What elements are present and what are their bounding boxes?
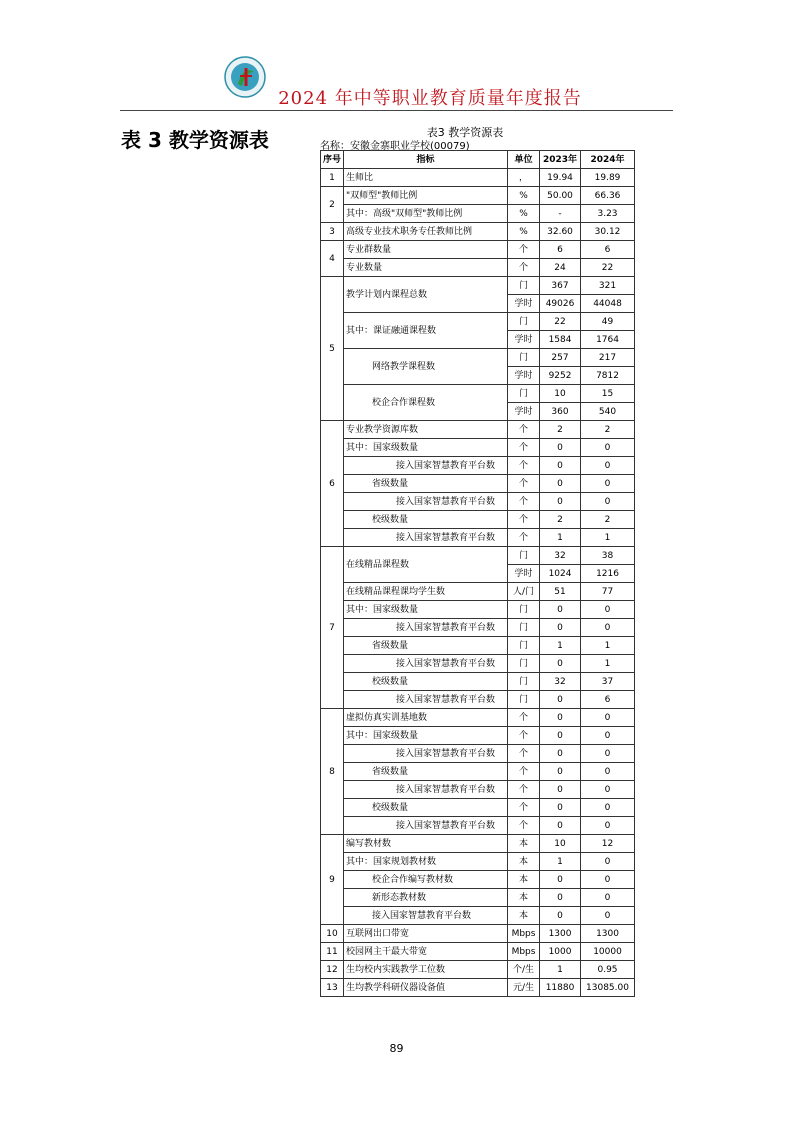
table-row xyxy=(321,691,635,709)
table-row xyxy=(321,223,635,241)
value-2023-cell: 0 xyxy=(540,745,581,763)
table-row xyxy=(321,529,635,547)
value-2023-cell: 19.94 xyxy=(540,169,581,187)
value-2024-cell: 1 xyxy=(581,637,635,655)
value-2024-cell: 66.36 xyxy=(581,187,635,205)
value-2023-cell: 24 xyxy=(540,259,581,277)
indicator-cell: 校企合作课程数 xyxy=(344,385,508,421)
table-row xyxy=(321,187,635,205)
value-2024-cell: 0 xyxy=(581,727,635,745)
table-row xyxy=(321,583,635,601)
unit-cell: 个 xyxy=(508,511,540,529)
row-number-cell: 8 xyxy=(321,709,344,835)
value-2023-cell: 1 xyxy=(540,529,581,547)
indicator-cell: 校园网主干最大带宽 xyxy=(344,943,508,961)
value-2023-cell: 0 xyxy=(540,799,581,817)
table-row xyxy=(321,511,635,529)
unit-cell: 门 xyxy=(508,349,540,367)
value-2024-cell: 1 xyxy=(581,655,635,673)
value-2023-cell: 0 xyxy=(540,907,581,925)
value-2024-cell: 0 xyxy=(581,619,635,637)
indicator-cell: 教学计划内课程总数 xyxy=(344,277,508,313)
unit-cell: 本 xyxy=(508,889,540,907)
unit-cell: 个 xyxy=(508,439,540,457)
indicator-cell: 校级数量 xyxy=(344,673,508,691)
table-body xyxy=(321,169,635,997)
value-2024-cell: 0 xyxy=(581,601,635,619)
unit-cell: 本 xyxy=(508,871,540,889)
value-2023-cell: 0 xyxy=(540,691,581,709)
unit-cell: 个 xyxy=(508,475,540,493)
table-row xyxy=(321,241,635,259)
value-2024-cell: 10000 xyxy=(581,943,635,961)
indicator-cell: 校企合作编写教材数 xyxy=(344,871,508,889)
value-2024-cell: 2 xyxy=(581,421,635,439)
value-2024-cell: 0 xyxy=(581,889,635,907)
header-cell-2024: 2024年 xyxy=(581,151,635,169)
table-row xyxy=(321,799,635,817)
page-number: 89 xyxy=(389,1042,404,1055)
value-2023-cell: 1584 xyxy=(540,331,581,349)
unit-cell: 门 xyxy=(508,277,540,295)
table-row xyxy=(321,745,635,763)
value-2023-cell: 9252 xyxy=(540,367,581,385)
indicator-cell: 接入国家智慧教育平台数 xyxy=(344,817,508,835)
indicator-cell: 在线精品课程课均学生数 xyxy=(344,583,508,601)
value-2023-cell: 10 xyxy=(540,835,581,853)
value-2023-cell: 1 xyxy=(540,853,581,871)
table-row xyxy=(321,817,635,835)
value-2024-cell: 0 xyxy=(581,457,635,475)
indicator-cell: 网络教学课程数 xyxy=(344,349,508,385)
table-row xyxy=(321,439,635,457)
unit-cell: 个/生 xyxy=(508,961,540,979)
row-number-cell: 7 xyxy=(321,547,344,709)
value-2024-cell: 7812 xyxy=(581,367,635,385)
row-number-cell: 1 xyxy=(321,169,344,187)
row-number-cell: 2 xyxy=(321,187,344,223)
value-2023-cell: 0 xyxy=(540,781,581,799)
unit-cell: 学时 xyxy=(508,367,540,385)
unit-cell: % xyxy=(508,205,540,223)
unit-cell: 个 xyxy=(508,799,540,817)
table-row xyxy=(321,961,635,979)
value-2023-cell: 0 xyxy=(540,889,581,907)
unit-cell: 个 xyxy=(508,727,540,745)
value-2023-cell: 0 xyxy=(540,457,581,475)
table-row xyxy=(321,835,635,853)
teaching-resources-table xyxy=(320,150,635,997)
value-2024-cell: 0 xyxy=(581,907,635,925)
indicator-cell: 专业群数量 xyxy=(344,241,508,259)
indicator-cell: 生师比 xyxy=(344,169,508,187)
value-2024-cell: 0 xyxy=(581,799,635,817)
report-header-title: 2024 年中等职业教育质量年度报告 xyxy=(278,88,582,109)
value-2023-cell: 6 xyxy=(540,241,581,259)
value-2024-cell: 1216 xyxy=(581,565,635,583)
value-2024-cell: 38 xyxy=(581,547,635,565)
value-2024-cell: 217 xyxy=(581,349,635,367)
value-2024-cell: 37 xyxy=(581,673,635,691)
indicator-cell: 校级数量 xyxy=(344,799,508,817)
indicator-cell: 其中：国家规划教材数 xyxy=(344,853,508,871)
value-2023-cell: 32 xyxy=(540,673,581,691)
value-2024-cell: 1300 xyxy=(581,925,635,943)
indicator-cell: 省级数量 xyxy=(344,637,508,655)
value-2024-cell: 19.89 xyxy=(581,169,635,187)
table-row xyxy=(321,601,635,619)
unit-cell: 门 xyxy=(508,313,540,331)
table-row xyxy=(321,709,635,727)
header-cell-2023: 2023年 xyxy=(540,151,581,169)
value-2024-cell: 321 xyxy=(581,277,635,295)
row-number-cell: 10 xyxy=(321,925,344,943)
value-2023-cell: 50.00 xyxy=(540,187,581,205)
value-2024-cell: 1764 xyxy=(581,331,635,349)
unit-cell: 本 xyxy=(508,835,540,853)
value-2024-cell: 0 xyxy=(581,493,635,511)
indicator-cell: 生均校内实践教学工位数 xyxy=(344,961,508,979)
header-cell-indicator: 指标 xyxy=(344,151,508,169)
indicator-cell: 编写教材数 xyxy=(344,835,508,853)
unit-cell: 个 xyxy=(508,763,540,781)
value-2024-cell: 0 xyxy=(581,475,635,493)
value-2023-cell: 2 xyxy=(540,421,581,439)
value-2024-cell: 2 xyxy=(581,511,635,529)
value-2024-cell: 0 xyxy=(581,871,635,889)
school-name: 名称：安徽金寨职业学校(00079) xyxy=(320,141,470,152)
value-2024-cell: 540 xyxy=(581,403,635,421)
value-2023-cell: 22 xyxy=(540,313,581,331)
indicator-cell: "双师型"教师比例 xyxy=(344,187,508,205)
value-2023-cell: 0 xyxy=(540,493,581,511)
indicator-cell: 专业数量 xyxy=(344,259,508,277)
row-number-cell: 3 xyxy=(321,223,344,241)
value-2023-cell: 10 xyxy=(540,385,581,403)
indicator-cell: 其中：高级"双师型"教师比例 xyxy=(344,205,508,223)
indicator-cell: 校级数量 xyxy=(344,511,508,529)
unit-cell: 元/生 xyxy=(508,979,540,997)
value-2023-cell: 360 xyxy=(540,403,581,421)
indicator-cell: 专业教学资源库数 xyxy=(344,421,508,439)
value-2024-cell: 0 xyxy=(581,709,635,727)
unit-cell: 人/门 xyxy=(508,583,540,601)
table-row xyxy=(321,673,635,691)
table-row xyxy=(321,925,635,943)
value-2024-cell: 22 xyxy=(581,259,635,277)
indicator-cell: 新形态教材数 xyxy=(344,889,508,907)
unit-cell: 门 xyxy=(508,385,540,403)
value-2023-cell: 0 xyxy=(540,619,581,637)
indicator-cell: 高级专业技术职务专任教师比例 xyxy=(344,223,508,241)
unit-cell: 门 xyxy=(508,619,540,637)
unit-cell: % xyxy=(508,223,540,241)
table-row xyxy=(321,781,635,799)
indicator-cell: 接入国家智慧教育平台数 xyxy=(344,781,508,799)
value-2023-cell: 0 xyxy=(540,763,581,781)
indicator-cell: 接入国家智慧教育平台数 xyxy=(344,691,508,709)
row-number-cell: 9 xyxy=(321,835,344,925)
value-2023-cell: 0 xyxy=(540,727,581,745)
indicator-cell: 接入国家智慧教育平台数 xyxy=(344,907,508,925)
value-2023-cell: 0 xyxy=(540,817,581,835)
table-row xyxy=(321,655,635,673)
table-row xyxy=(321,169,635,187)
value-2023-cell: 257 xyxy=(540,349,581,367)
value-2023-cell: 49026 xyxy=(540,295,581,313)
unit-cell: 个 xyxy=(508,421,540,439)
indicator-cell: 接入国家智慧教育平台数 xyxy=(344,493,508,511)
indicator-cell: 省级数量 xyxy=(344,763,508,781)
unit-cell: 个 xyxy=(508,709,540,727)
table-header-row xyxy=(321,151,635,169)
table-row xyxy=(321,979,635,997)
table-row xyxy=(321,313,635,331)
header-divider xyxy=(120,110,673,111)
table-row xyxy=(321,493,635,511)
value-2024-cell: 1 xyxy=(581,529,635,547)
value-2023-cell: 1 xyxy=(540,961,581,979)
table-row xyxy=(321,637,635,655)
table-row xyxy=(321,907,635,925)
value-2024-cell: 0 xyxy=(581,853,635,871)
value-2024-cell: 30.12 xyxy=(581,223,635,241)
table-row xyxy=(321,727,635,745)
indicator-cell: 接入国家智慧教育平台数 xyxy=(344,655,508,673)
value-2023-cell: 0 xyxy=(540,475,581,493)
row-number-cell: 12 xyxy=(321,961,344,979)
value-2024-cell: 49 xyxy=(581,313,635,331)
unit-cell: Mbps xyxy=(508,943,540,961)
indicator-cell: 互联网出口带宽 xyxy=(344,925,508,943)
indicator-cell: 其中：国家级数量 xyxy=(344,439,508,457)
unit-cell: 门 xyxy=(508,637,540,655)
table-row xyxy=(321,547,635,565)
indicator-cell: 省级数量 xyxy=(344,475,508,493)
indicator-cell: 其中：课证融通课程数 xyxy=(344,313,508,349)
value-2023-cell: 2 xyxy=(540,511,581,529)
row-number-cell: 13 xyxy=(321,979,344,997)
row-number-cell: 4 xyxy=(321,241,344,277)
table-row xyxy=(321,457,635,475)
unit-cell: 学时 xyxy=(508,403,540,421)
table-row xyxy=(321,619,635,637)
value-2023-cell: 0 xyxy=(540,871,581,889)
unit-cell: 个 xyxy=(508,529,540,547)
value-2023-cell: 51 xyxy=(540,583,581,601)
table-row xyxy=(321,943,635,961)
table-row xyxy=(321,421,635,439)
indicator-cell: 在线精品课程数 xyxy=(344,547,508,583)
table-row xyxy=(321,259,635,277)
unit-cell: 门 xyxy=(508,655,540,673)
indicator-cell: 接入国家智慧教育平台数 xyxy=(344,745,508,763)
value-2023-cell: 1024 xyxy=(540,565,581,583)
table-row xyxy=(321,349,635,367)
value-2023-cell: 1300 xyxy=(540,925,581,943)
unit-cell: 学时 xyxy=(508,295,540,313)
table-row xyxy=(321,763,635,781)
value-2024-cell: 6 xyxy=(581,691,635,709)
row-number-cell: 5 xyxy=(321,277,344,421)
unit-cell: 门 xyxy=(508,673,540,691)
indicator-cell: 接入国家智慧教育平台数 xyxy=(344,529,508,547)
value-2024-cell: 15 xyxy=(581,385,635,403)
value-2023-cell: 0 xyxy=(540,439,581,457)
value-2024-cell: 0 xyxy=(581,781,635,799)
value-2024-cell: 0 xyxy=(581,817,635,835)
table-caption: 表3 教学资源表 xyxy=(426,126,504,139)
indicator-cell: 接入国家智慧教育平台数 xyxy=(344,619,508,637)
unit-cell: 个 xyxy=(508,241,540,259)
unit-cell: 学时 xyxy=(508,565,540,583)
value-2023-cell: 0 xyxy=(540,601,581,619)
value-2023-cell: 0 xyxy=(540,655,581,673)
value-2024-cell: 77 xyxy=(581,583,635,601)
value-2024-cell: 13085.00 xyxy=(581,979,635,997)
table-row xyxy=(321,871,635,889)
table-row xyxy=(321,475,635,493)
value-2023-cell: 32 xyxy=(540,547,581,565)
value-2023-cell: 32.60 xyxy=(540,223,581,241)
table-row xyxy=(321,277,635,295)
header-cell-no: 序号 xyxy=(321,151,344,169)
indicator-cell: 其中：国家级数量 xyxy=(344,601,508,619)
unit-cell: 个 xyxy=(508,745,540,763)
value-2024-cell: 0 xyxy=(581,439,635,457)
indicator-cell: 接入国家智慧教育平台数 xyxy=(344,457,508,475)
header-cell-unit: 单位 xyxy=(508,151,540,169)
unit-cell: % xyxy=(508,187,540,205)
row-number-cell: 11 xyxy=(321,943,344,961)
unit-cell: 本 xyxy=(508,853,540,871)
table-row xyxy=(321,205,635,223)
value-2024-cell: 6 xyxy=(581,241,635,259)
unit-cell: 个 xyxy=(508,259,540,277)
indicator-cell: 生均教学科研仪器设备值 xyxy=(344,979,508,997)
value-2024-cell: 0 xyxy=(581,745,635,763)
unit-cell: 门 xyxy=(508,691,540,709)
teaching-resources-table-wrap xyxy=(320,150,635,997)
table-row xyxy=(321,385,635,403)
value-2023-cell: - xyxy=(540,205,581,223)
unit-cell: 个 xyxy=(508,457,540,475)
value-2024-cell: 12 xyxy=(581,835,635,853)
table-row xyxy=(321,889,635,907)
value-2023-cell: 0 xyxy=(540,709,581,727)
table-row xyxy=(321,853,635,871)
row-number-cell: 6 xyxy=(321,421,344,547)
unit-cell: 门 xyxy=(508,601,540,619)
unit-cell: 学时 xyxy=(508,331,540,349)
value-2024-cell: 0 xyxy=(581,763,635,781)
value-2024-cell: 3.23 xyxy=(581,205,635,223)
value-2024-cell: 44048 xyxy=(581,295,635,313)
value-2023-cell: 367 xyxy=(540,277,581,295)
indicator-cell: 虚拟仿真实训基地数 xyxy=(344,709,508,727)
unit-cell: 个 xyxy=(508,493,540,511)
unit-cell: 本 xyxy=(508,907,540,925)
unit-cell: 个 xyxy=(508,781,540,799)
value-2023-cell: 11880 xyxy=(540,979,581,997)
value-2024-cell: 0.95 xyxy=(581,961,635,979)
value-2023-cell: 1 xyxy=(540,637,581,655)
section-title: 表 3 教学资源表 xyxy=(121,128,269,152)
value-2023-cell: 1000 xyxy=(540,943,581,961)
unit-cell: ， xyxy=(508,169,540,187)
unit-cell: 个 xyxy=(508,817,540,835)
indicator-cell: 其中：国家级数量 xyxy=(344,727,508,745)
unit-cell: Mbps xyxy=(508,925,540,943)
unit-cell: 门 xyxy=(508,547,540,565)
